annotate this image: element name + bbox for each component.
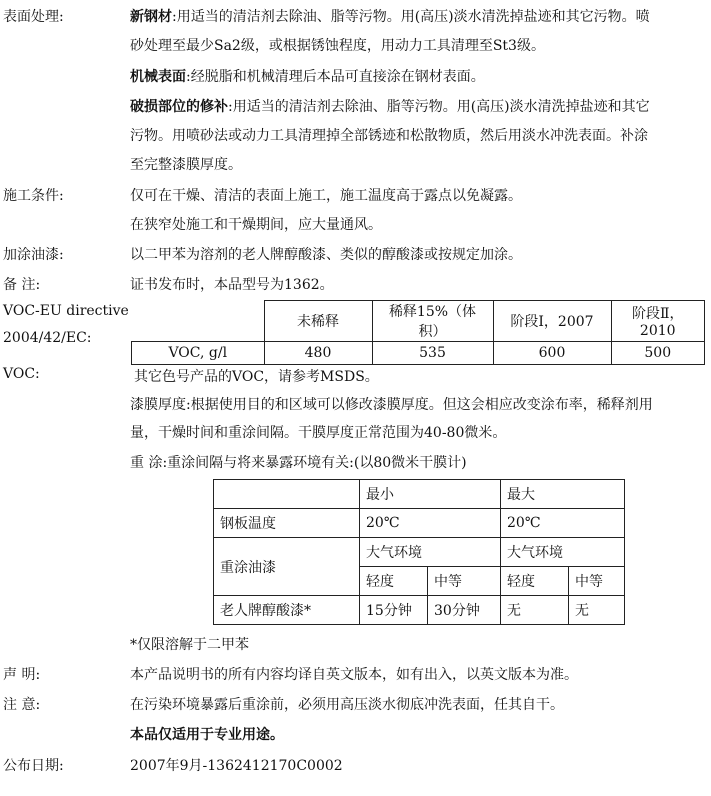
recoat-medium-max-value: 无 <box>569 596 625 625</box>
voc-eu-value: 600 <box>493 342 611 365</box>
recoat-light-max: 轻度 <box>501 567 569 596</box>
steel-text1: :用适当的清洁剂去除油、脂等污物。用(高压)淡水清洗掉盐迹和其它污物。喷 <box>172 9 650 25</box>
voc-eu-header: 阶段Ⅱ，2010 <box>611 301 705 342</box>
steel-text2: 砂处理至最少Sa2级，或根据锈蚀程度，用动力工具清理至St3级。 <box>130 38 545 54</box>
surface-mech-line <box>130 66 485 86</box>
voc-eu-value: 535 <box>372 342 493 365</box>
publish-text: 2007年9月-1362412170C0002 <box>130 758 343 774</box>
recoat-corner <box>214 480 360 509</box>
voc-eu-value: 480 <box>264 342 372 365</box>
recoat-medium-min-value: 30分钟 <box>428 596 501 625</box>
thinner-text: 以二甲苯为溶剂的老人牌醇酸漆、类似的醇酸漆或按规定加涂。 <box>130 247 522 263</box>
recoat-light-min: 轻度 <box>360 567 428 596</box>
declaration-label: 声 明: <box>3 667 41 683</box>
application-label: 施工条件: <box>3 188 64 204</box>
notice-label: 注 意: <box>3 697 41 713</box>
film-text1: 漆膜厚度:根据使用目的和区域可以修改漆膜厚度。但这会相应改变涂布率，稀释剂用 <box>130 397 653 413</box>
voc-eu-table <box>131 300 705 365</box>
voc-eu-header: 阶段Ⅰ，2007 <box>493 301 611 342</box>
damage-text3: 至完整漆膜厚度。 <box>130 157 242 173</box>
publish-label: 公布日期: <box>3 758 64 774</box>
recoat-env-row <box>214 538 625 567</box>
recoat-footnote: *仅限溶解于二甲苯 <box>130 637 249 653</box>
remark-label: 备 注: <box>3 277 41 293</box>
recoat-header-row <box>214 480 625 509</box>
mech-title: 机械表面 <box>130 69 186 85</box>
steel-title: 新钢材 <box>130 9 172 25</box>
recoat-env-min: 大气环境 <box>360 538 501 567</box>
recoat-product: 老人牌醇酸漆* <box>214 596 360 625</box>
voc-eu-header: 稀释15%（体积） <box>372 301 493 342</box>
voc-eu-corner <box>132 301 265 342</box>
application-text2: 在狭窄处施工和干燥期间，应大量通风。 <box>130 217 382 233</box>
voc-eu-header: 未稀释 <box>264 301 372 342</box>
voc-eu-label1: VOC-EU directive <box>3 303 129 319</box>
voc-eu-label2: 2004/42/EC: <box>3 330 92 346</box>
recoat-medium-min: 中等 <box>428 567 501 596</box>
surface-label: 表面处理: <box>3 9 64 25</box>
surface-damage-line1 <box>130 96 650 116</box>
voc-eu-row-label: VOC, g/l <box>132 342 265 365</box>
voc-eu-header-row <box>132 301 705 342</box>
recoat-min-header: 最小 <box>360 480 501 509</box>
damage-title: 破损部位的修补 <box>130 99 228 115</box>
notice-text: 在污染环境暴露后重涂前，必须用高压淡水彻底冲洗表面，任其自干。 <box>130 697 564 713</box>
recoat-text: 重 涂:重涂间隔与将来暴露环境有关:(以80微米干膜计) <box>130 455 467 471</box>
voc-eu-value-row <box>132 342 705 365</box>
recoat-paint-label: 重涂油漆 <box>214 538 360 596</box>
recoat-temp-row <box>214 509 625 538</box>
recoat-max-header: 最大 <box>501 480 625 509</box>
mech-text: :经脱脂和机械清理后本品可直接涂在钢材表面。 <box>186 69 485 85</box>
recoat-table <box>213 479 625 625</box>
declaration-text: 本产品说明书的所有内容均译自英文版本，如有出入，以英文版本为准。 <box>130 667 578 683</box>
remark-text: 证书发布时，本品型号为1362。 <box>130 277 334 293</box>
professional-use-note: 本品仅适用于专业用途。 <box>130 727 284 743</box>
application-text1: 仅可在干燥、清洁的表面上施工，施工温度高于露点以免凝露。 <box>130 188 522 204</box>
voc-label: VOC: <box>3 366 40 382</box>
recoat-light-max-value: 无 <box>501 596 569 625</box>
damage-text2: 污物。用喷砂法或动力工具清理掉全部锈迹和松散物质，然后用淡水冲洗表面。补涂 <box>130 128 648 144</box>
recoat-product-row <box>214 596 625 625</box>
recoat-temp-max: 20℃ <box>501 509 625 538</box>
recoat-medium-max: 中等 <box>569 567 625 596</box>
voc-eu-value: 500 <box>611 342 705 365</box>
surface-steel-line1 <box>130 6 650 26</box>
voc-text: 其它色号产品的VOC，请参考MSDS。 <box>134 369 379 385</box>
recoat-temp-min: 20℃ <box>360 509 501 538</box>
recoat-light-min-value: 15分钟 <box>360 596 428 625</box>
thinner-label: 加涂油漆: <box>3 247 64 263</box>
damage-text1: :用适当的清洁剂去除油、脂等污物。用(高压)淡水清洗掉盐迹和其它 <box>228 99 650 115</box>
film-text2: 量，干燥时间和重涂间隔。干膜厚度正常范围为40-80微米。 <box>130 425 507 441</box>
recoat-temp-label: 钢板温度 <box>214 509 360 538</box>
recoat-env-max: 大气环境 <box>501 538 625 567</box>
